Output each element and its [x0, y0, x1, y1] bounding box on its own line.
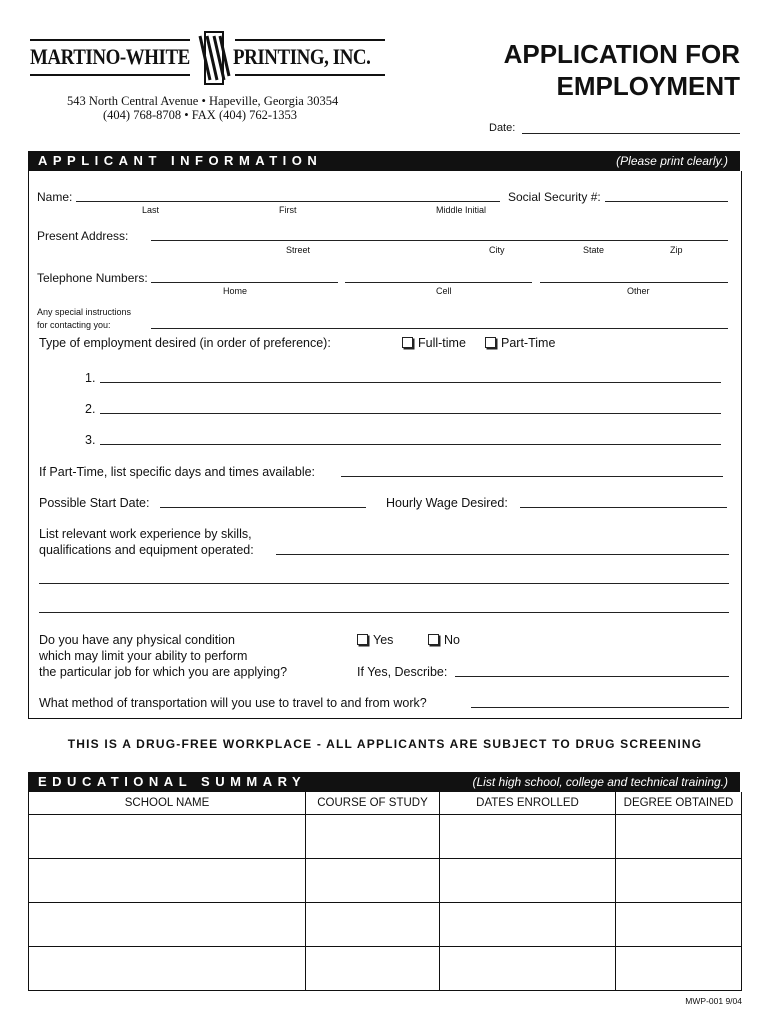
parttime-checkbox-icon — [485, 337, 496, 348]
no-checkbox-icon — [428, 634, 439, 645]
name-sub-middle: Middle Initial — [436, 205, 487, 215]
preference-2-field[interactable] — [100, 413, 721, 414]
applicant-section-header — [28, 151, 740, 171]
experience-field-1[interactable] — [276, 554, 729, 555]
preference-1-label: 1. — [85, 371, 96, 385]
address-sub-city: City — [489, 245, 505, 255]
applicant-section-title: APPLICANT INFORMATION — [38, 153, 323, 168]
parttime-label: Part-Time — [501, 336, 556, 350]
preference-2-label: 2. — [85, 402, 96, 416]
phone-other-field[interactable] — [540, 282, 728, 283]
special-instructions-label-1: Any special instructions — [37, 307, 132, 317]
transport-field[interactable] — [471, 707, 729, 708]
condition-label-3: the particular job for which you are applying? — [39, 665, 288, 679]
describe-label: If Yes, Describe: — [357, 665, 448, 679]
course-cell[interactable] — [306, 859, 440, 903]
col-degree-obtained: DEGREE OBTAINED — [616, 792, 742, 815]
transport-label: What method of transportation will you use to travel to and from work? — [39, 696, 427, 710]
degree-cell[interactable] — [616, 903, 742, 947]
name-sub-last: Last — [142, 205, 160, 215]
company-phone: (404) 768-8708 • FAX (404) 762-1353 — [103, 108, 298, 122]
address-sub-street: Street — [286, 245, 311, 255]
course-cell[interactable] — [306, 815, 440, 859]
company-logo — [30, 30, 385, 86]
preference-3-field[interactable] — [100, 444, 721, 445]
parttime-days-label: If Part-Time, list specific days and times available: — [39, 465, 316, 479]
phone-sub-other: Other — [627, 286, 650, 296]
experience-field-2[interactable] — [39, 583, 729, 584]
school-name-cell[interactable] — [29, 903, 306, 947]
fulltime-checkbox[interactable] — [402, 336, 466, 350]
yes-label: Yes — [373, 633, 394, 647]
condition-label-2: which may limit your ability to perform — [39, 649, 248, 663]
logo-text-right: PRINTING, INC. — [233, 44, 371, 69]
date-label: Date: — [489, 122, 516, 134]
yes-checkbox-icon — [357, 634, 368, 645]
page-title — [440, 38, 740, 102]
fulltime-checkbox-icon — [402, 337, 413, 348]
condition-no-checkbox[interactable] — [428, 633, 460, 647]
table-row — [29, 947, 742, 991]
ssn-label: Social Security #: — [508, 190, 601, 204]
date-field[interactable] — [522, 133, 740, 134]
condition-yes-checkbox[interactable] — [357, 633, 393, 647]
applicant-section-note: (Please print clearly.) — [616, 154, 728, 168]
school-name-cell[interactable] — [29, 815, 306, 859]
dates-cell[interactable] — [440, 815, 616, 859]
course-cell[interactable] — [306, 903, 440, 947]
title-line-2: EMPLOYMENT — [556, 71, 740, 101]
wage-field[interactable] — [520, 507, 727, 508]
col-dates-enrolled: DATES ENROLLED — [440, 792, 616, 815]
address-label: Present Address: — [37, 229, 129, 243]
course-cell[interactable] — [306, 947, 440, 991]
phone-sub-home: Home — [223, 286, 248, 296]
col-course-of-study: COURSE OF STUDY — [306, 792, 440, 815]
name-sub-first: First — [279, 205, 297, 215]
degree-cell[interactable] — [616, 859, 742, 903]
special-instructions-field[interactable] — [151, 328, 728, 329]
experience-label-2: qualifications and equipment operated: — [39, 543, 254, 557]
special-instructions-label-2: for contacting you: — [37, 320, 111, 330]
telephone-label: Telephone Numbers: — [37, 271, 148, 285]
start-date-label: Possible Start Date: — [39, 496, 150, 510]
col-school-name: SCHOOL NAME — [29, 792, 306, 815]
table-row — [29, 903, 742, 947]
preference-1-field[interactable] — [100, 382, 721, 383]
education-table — [28, 792, 742, 991]
drug-free-notice: THIS IS A DRUG-FREE WORKPLACE - ALL APPLICANTS ARE SUBJECT TO DRUG SCREENING — [67, 737, 703, 751]
condition-label-1: Do you have any physical condition — [39, 633, 235, 647]
name-label: Name: — [37, 190, 73, 204]
name-field[interactable] — [76, 201, 500, 202]
education-header-row — [29, 792, 742, 815]
start-date-field[interactable] — [160, 507, 366, 508]
education-section-header — [28, 772, 740, 792]
address-sub-zip: Zip — [670, 245, 683, 255]
school-name-cell[interactable] — [29, 947, 306, 991]
parttime-days-field[interactable] — [341, 476, 723, 477]
degree-cell[interactable] — [616, 815, 742, 859]
form-number: MWP-001 9/04 — [685, 996, 742, 1006]
degree-cell[interactable] — [616, 947, 742, 991]
no-label: No — [444, 633, 460, 647]
preference-3-label: 3. — [85, 433, 96, 447]
fulltime-label: Full-time — [418, 336, 466, 350]
dates-cell[interactable] — [440, 859, 616, 903]
logo-mark-icon — [196, 30, 232, 86]
dates-cell[interactable] — [440, 947, 616, 991]
table-row — [29, 859, 742, 903]
phone-cell-field[interactable] — [345, 282, 532, 283]
phone-sub-cell: Cell — [436, 286, 452, 296]
table-row — [29, 815, 742, 859]
dates-cell[interactable] — [440, 903, 616, 947]
experience-field-3[interactable] — [39, 612, 729, 613]
address-sub-state: State — [583, 245, 605, 255]
education-section-title: EDUCATIONAL SUMMARY — [38, 774, 307, 789]
school-name-cell[interactable] — [29, 859, 306, 903]
parttime-checkbox[interactable] — [485, 336, 555, 350]
address-field[interactable] — [151, 240, 728, 241]
title-line-1: APPLICATION FOR — [503, 39, 740, 69]
education-section-note: (List high school, college and technical training.) — [472, 775, 728, 789]
phone-home-field[interactable] — [151, 282, 338, 283]
wage-label: Hourly Wage Desired: — [386, 496, 508, 510]
logo-text-left: MARTINO-WHITE — [30, 44, 190, 69]
experience-label-1: List relevant work experience by skills, — [39, 527, 252, 541]
describe-field[interactable] — [455, 676, 729, 677]
company-address: 543 North Central Avenue • Hapeville, Georgia 30354 — [67, 94, 339, 108]
ssn-field[interactable] — [605, 201, 728, 202]
employment-type-label: Type of employment desired (in order of preference): — [39, 336, 331, 350]
